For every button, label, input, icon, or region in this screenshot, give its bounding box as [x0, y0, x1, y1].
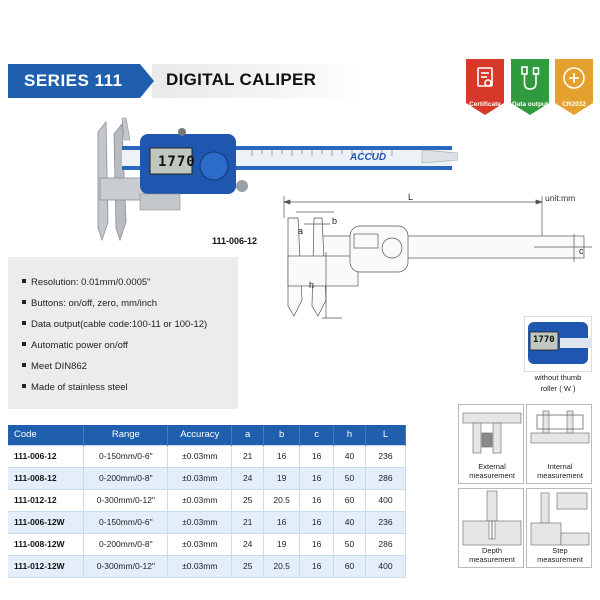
table-cell: 236 — [365, 445, 405, 467]
column-header: Range — [84, 425, 168, 445]
table-cell: ±0.03mm — [168, 511, 232, 533]
table-cell: 19 — [264, 533, 300, 555]
lcd-reading: 1770 — [158, 154, 196, 170]
feature-text: Buttons: on/off, zero, mm/inch — [31, 298, 158, 309]
table-cell: 60 — [334, 489, 366, 511]
column-header: L — [365, 425, 405, 445]
table-cell: 40 — [334, 511, 366, 533]
series-label: SERIES 111 — [24, 71, 123, 90]
depth-measurement-panel — [458, 488, 524, 568]
table-cell: 286 — [365, 467, 405, 489]
label-line: measurement — [469, 554, 515, 564]
model-label: 111-006-12 — [212, 236, 258, 246]
dim-label-h: h — [309, 280, 315, 290]
column-header: Accuracy — [168, 425, 232, 445]
label-line: measurement — [537, 470, 583, 480]
feature-item — [22, 361, 87, 372]
column-header: Code — [8, 425, 84, 445]
step-measurement-panel — [526, 488, 592, 568]
feature-item — [22, 298, 157, 309]
caption-line: roller ( W ) — [540, 384, 576, 393]
table-cell: 40 — [334, 445, 366, 467]
table-row — [8, 511, 406, 533]
table-cell: 16 — [264, 511, 300, 533]
measurement-label — [527, 463, 593, 480]
bullet-icon — [22, 363, 26, 367]
series-banner — [8, 64, 154, 98]
table-cell: 24 — [232, 467, 264, 489]
table-cell: 16 — [264, 445, 300, 467]
table-cell: 111-012-12 — [8, 489, 84, 511]
table-cell: 16 — [300, 555, 334, 577]
table-cell: ±0.03mm — [168, 533, 232, 555]
column-header: a — [232, 425, 264, 445]
table-cell: 111-008-12 — [8, 467, 84, 489]
table-cell: 111-012-12W — [8, 555, 84, 577]
table-cell: 400 — [365, 489, 405, 511]
lcd-reading: 1770 — [533, 335, 555, 345]
table-cell: 236 — [365, 511, 405, 533]
table-row — [8, 533, 406, 555]
feature-item — [22, 277, 151, 288]
table-cell: 16 — [300, 489, 334, 511]
table-row — [8, 467, 406, 489]
table-cell: 0-300mm/0-12" — [84, 489, 168, 511]
table-row — [8, 555, 406, 577]
feature-text: Data output(cable code:100-11 or 100-12) — [31, 319, 208, 330]
bullet-icon — [22, 342, 26, 346]
measurement-label — [459, 547, 525, 564]
spec-table — [8, 425, 406, 578]
table-cell: 0-150mm/0-6" — [84, 445, 168, 467]
feature-text: Automatic power on/off — [31, 340, 128, 351]
table-cell: 16 — [300, 533, 334, 555]
table-cell: 24 — [232, 533, 264, 555]
page-title: DIGITAL CALIPER — [166, 70, 317, 89]
thumbless-caption — [520, 372, 596, 394]
table-cell: 50 — [334, 533, 366, 555]
feature-text: Meet DIN862 — [31, 361, 87, 372]
table-cell: 25 — [232, 489, 264, 511]
bullet-icon — [22, 321, 26, 325]
unit-label: unit:mm — [545, 193, 576, 203]
column-header: c — [300, 425, 334, 445]
column-header: h — [334, 425, 366, 445]
table-cell: 0-200mm/0-8" — [84, 467, 168, 489]
label-line: Depth — [481, 546, 502, 555]
table-header-row — [8, 425, 406, 445]
table-cell: 20.5 — [264, 489, 300, 511]
table-cell: 111-008-12W — [8, 533, 84, 555]
table-cell: ±0.03mm — [168, 489, 232, 511]
table-cell: 16 — [300, 511, 334, 533]
bullet-icon — [22, 384, 26, 388]
table-cell: 21 — [232, 445, 264, 467]
dim-label-b: b — [332, 216, 338, 226]
badge-label: Certificate — [469, 101, 501, 108]
table-row — [8, 489, 406, 511]
table-cell: 16 — [300, 445, 334, 467]
feature-item — [22, 382, 128, 393]
label-line: measurement — [537, 554, 583, 564]
external-measurement-panel — [458, 404, 524, 484]
certificate-badge — [466, 59, 504, 115]
label-line: measurement — [469, 470, 515, 480]
feature-item — [22, 340, 128, 351]
dim-label-L: L — [408, 192, 414, 202]
feature-text: Made of stainless steel — [31, 382, 128, 393]
badge-label: CR2032 — [562, 101, 586, 108]
table-cell: 111-006-12W — [8, 511, 84, 533]
table-cell: 111-006-12 — [8, 445, 84, 467]
table-cell: ±0.03mm — [168, 467, 232, 489]
feature-text: Resolution: 0.01mm/0.0005" — [31, 277, 151, 288]
label-line: Internal — [547, 462, 573, 471]
dimension-drawing — [274, 188, 592, 323]
caption-line: without thumb — [534, 373, 582, 382]
table-cell: 0-150mm/0-6" — [84, 511, 168, 533]
table-cell: 0-300mm/0-12" — [84, 555, 168, 577]
battery-badge — [555, 59, 593, 115]
label-line: External — [478, 462, 506, 471]
table-cell: 21 — [232, 511, 264, 533]
measurement-modes — [458, 404, 592, 568]
label-line: Step — [552, 546, 568, 555]
table-cell: 16 — [300, 467, 334, 489]
table-cell: 20.5 — [264, 555, 300, 577]
table-cell: 25 — [232, 555, 264, 577]
table-cell: 286 — [365, 533, 405, 555]
table-row — [8, 445, 406, 467]
internal-measurement-panel — [526, 404, 592, 484]
column-header: b — [264, 425, 300, 445]
measurement-label — [527, 547, 593, 564]
table-cell: ±0.03mm — [168, 555, 232, 577]
dim-label-a: a — [298, 226, 304, 236]
table-cell: 0-200mm/0-8" — [84, 533, 168, 555]
table-cell: 19 — [264, 467, 300, 489]
table-cell: 60 — [334, 555, 366, 577]
brand-logo: ACCUD — [350, 152, 387, 163]
bullet-icon — [22, 300, 26, 304]
feature-item — [22, 319, 207, 330]
bullet-icon — [22, 279, 26, 283]
features-box — [8, 257, 238, 409]
data-output-badge — [511, 59, 549, 115]
table-cell: 400 — [365, 555, 405, 577]
badge-label: Data output — [511, 101, 549, 108]
table-cell: ±0.03mm — [168, 445, 232, 467]
measurement-label — [459, 463, 525, 480]
table-cell: 50 — [334, 467, 366, 489]
dim-label-c: c — [579, 246, 584, 256]
